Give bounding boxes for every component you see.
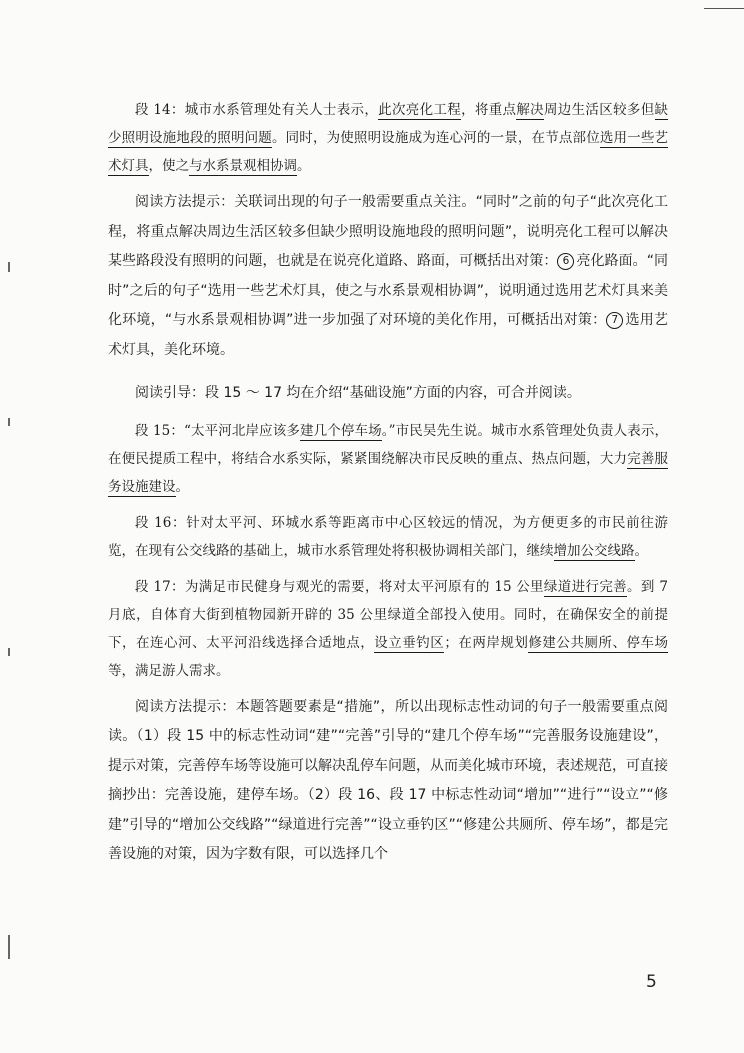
paragraph-15: 段 15：“太平河北岸应该多建几个停车场。”市民吴先生说。城市水系管理处负责人表示，在便民提质工程中，将结合水系实际，紧紧围绕解决市民反映的重点、热点问题，大力完善服务设施建设。	[108, 422, 669, 495]
page-body	[108, 96, 668, 878]
circled-number-7: 7	[606, 312, 623, 329]
paragraph-14: 段 14：城市水系管理处有关人士表示，此次亮化工程，将重点解决周边生活区较多但缺少照明设施地段的照明问题。同时，为使照明设施成为连心河的一景，在节点部位选用一些艺术灯具，使之与水系景观相协调。	[108, 102, 669, 174]
page-number: 5	[646, 972, 657, 992]
reading-guide: 阅读引导：段 15 ～ 17 均在介绍“基础设施”方面的内容，可合并阅读。	[135, 385, 581, 401]
paragraph-16: 段 16：针对太平河、环城水系等距离市中心区较远的情况，为方便更多的市民前往游览，在现有公交线路的基础上，城市水系管理处将积极协调相关部门，继续增加公交线路。	[108, 514, 668, 559]
scan-edge-line	[704, 8, 744, 9]
reading-hint-2: 阅读方法提示：本题答题要素是“措施”，所以出现标志性动词的句子一般需要重点阅读。（1）段 15 中的标志性动词“建”“完善”引导的“建几个停车场”“完善服务设施建设”，提示对策，完善停车场等设施可以解决乱停车问题，从而美化城市环境，表述规范，可直接摘抄出：完善设施，建停车场。（2）段 16、段 17 中标志性动词“增加”“进行”“设立”“修建”引导的“增加公交线路”“绿道进行完善”“设立垂钓区”“修建公共厕所、停车场”，都是完善设施的对策，因为字数有限，可以选择几个	[108, 698, 668, 862]
scan-mark	[8, 418, 10, 426]
scan-mark	[8, 648, 10, 656]
scan-mark	[8, 935, 10, 959]
paragraph-17: 段 17：为满足市民健身与观光的需要，将对太平河原有的 15 公里绿道进行完善。到 7 月底，自体育大街到植物园新开辟的 35 公里绿道全部投入使用。同时，在确保安全的前提下，在连心河、太平河沿线选择合适地点，设立垂钓区；在两岸规划修建公共厕所、停车场等，满足游人需求。	[108, 578, 669, 679]
reading-hint-1: 阅读方法提示：关联词出现的句子一般需要重点关注。“同时”之前的句子“此次亮化工程，将重点解决周边生活区较多但缺少照明设施地段的照明问题”，说明亮化工程可以解决某些路段没有照明的问题，也就是在说亮化道路、路面，可概括出对策： 6 亮化路面。“同时”之后的句子“选用一些艺术灯具，使之与水系景观相协调”，说明通过选用艺术灯具来美化环境，“与水系景观相协调”进一步加强了对环境的美化作用，可概括出对策： 7 选用艺术灯具，美化环境。	[108, 194, 668, 358]
scan-mark	[8, 262, 10, 272]
circled-number-6: 6	[557, 253, 574, 270]
